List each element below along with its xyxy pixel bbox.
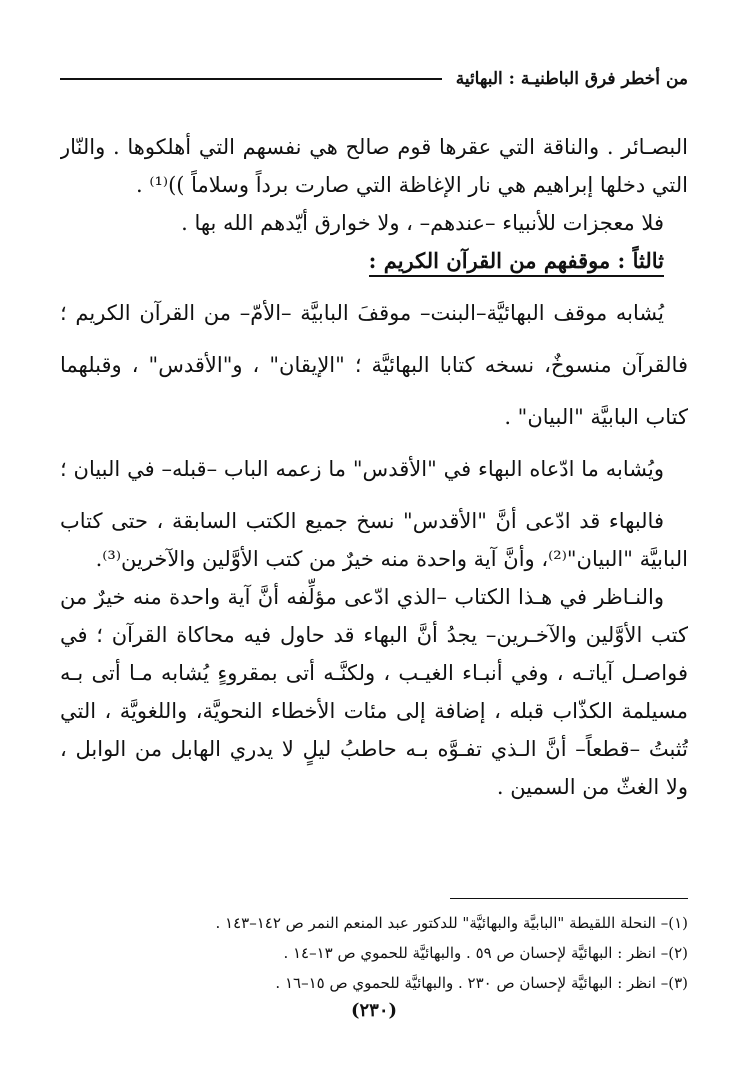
running-title: من أخطر فرق الباطنيـة : البهائية xyxy=(455,69,688,89)
body-line: تُثبتُ –قطعاً– أنَّ الـذي تفـوَّه بـه حاطبُ ليلٍ لا يدري الهابل من الوابل ، xyxy=(60,737,688,761)
body-line: فالبهاء قد ادّعى أنَّ "الأقدس" نسخ جميع الكتب السابقة ، حتى كتاب xyxy=(60,509,664,533)
running-header xyxy=(60,64,688,94)
footnote: (١)– النحلة اللقيطة "البابيَّة والبهائيَّة" للدكتور عبد المنعم النمر ص ١٤٢–١٤٣ . xyxy=(215,914,688,932)
paragraph-gap xyxy=(60,384,688,398)
body-line: البابيَّة "البيان"⁽²⁾، وأنَّ آية واحدة منه خيرٌ من كتب الأوَّلين والآخرين⁽³⁾. xyxy=(95,547,688,571)
section-heading-text: ثالثاً : موقفهم من القرآن الكريم : xyxy=(369,248,664,277)
footnote-rule xyxy=(450,898,688,899)
paragraph-gap xyxy=(60,332,688,346)
body-line: كتب الأوَّلين والآخـرين– يجدُ أنَّ البهاء قد حاول فيه محاكاة القرآن ؛ في xyxy=(60,623,688,647)
body-line: ويُشابه ما ادّعاه البهاء في "الأقدس" ما زعمه الباب –قبله– في البيان ؛ xyxy=(60,457,664,481)
page-number: (٢٣٠) xyxy=(350,1000,398,1021)
body-line: كتاب البابيَّة "البيان" . xyxy=(504,405,688,429)
body-line: مسيلمة الكذّاب قبله ، إضافة إلى مئات الأخطاء النحويَّة، واللغويَّة ، التي xyxy=(60,699,688,723)
body-text xyxy=(60,128,688,806)
header-rule xyxy=(60,78,442,80)
body-line: فلا معجزات للأنبياء –عندهم– ، ولا خوارق أيّدهم الله بها . xyxy=(181,211,664,235)
paragraph-gap xyxy=(60,436,688,450)
footnotes xyxy=(60,908,688,998)
body-line: والنـاظر في هـذا الكتاب –الذي ادّعى مؤلِّفه أنَّ آية واحدة منه خيرٌ من xyxy=(60,585,664,609)
body-line: التي دخلها إبراهيم هي نار الإغاظة التي صارت برداً وسلاماً ))⁽¹⁾ . xyxy=(135,173,688,197)
body-line: ولا الغثّ من السمين . xyxy=(496,775,688,799)
body-line: فواصـل آياتـه ، وفي أنبـاء الغيـب ، ولكنَّـه أتى بمقروءٍ يُشابه مـا أتى بـه xyxy=(60,661,688,685)
body-line: يُشابه موقف البهائيَّة–البنت– موقفَ البابيَّة –الأمّ– من القرآن الكريم ؛ xyxy=(60,301,664,325)
body-line: البصـائر . والناقة التي عقرها قوم صالح هي نفسهم التي أهلكوها . والنّار xyxy=(60,135,688,159)
section-heading xyxy=(60,242,688,280)
paragraph-gap xyxy=(60,488,688,502)
body-line: فالقرآن منسوخٌ، نسخه كتابا البهائيَّة ؛ "الإيقان" ، و"الأقدس" ، وقبلهما xyxy=(60,353,688,377)
footnote: (٣)– انظر : البهائيَّة لإحسان ص ٢٣٠ . والبهائيَّة للحموي ص ١٥–١٦ . xyxy=(275,974,688,992)
footnote: (٢)– انظر : البهائيَّة لإحسان ص ٥٩ . والبهائيَّة للحموي ص ١٣–١٤ . xyxy=(283,944,688,962)
paragraph-gap xyxy=(60,280,688,294)
